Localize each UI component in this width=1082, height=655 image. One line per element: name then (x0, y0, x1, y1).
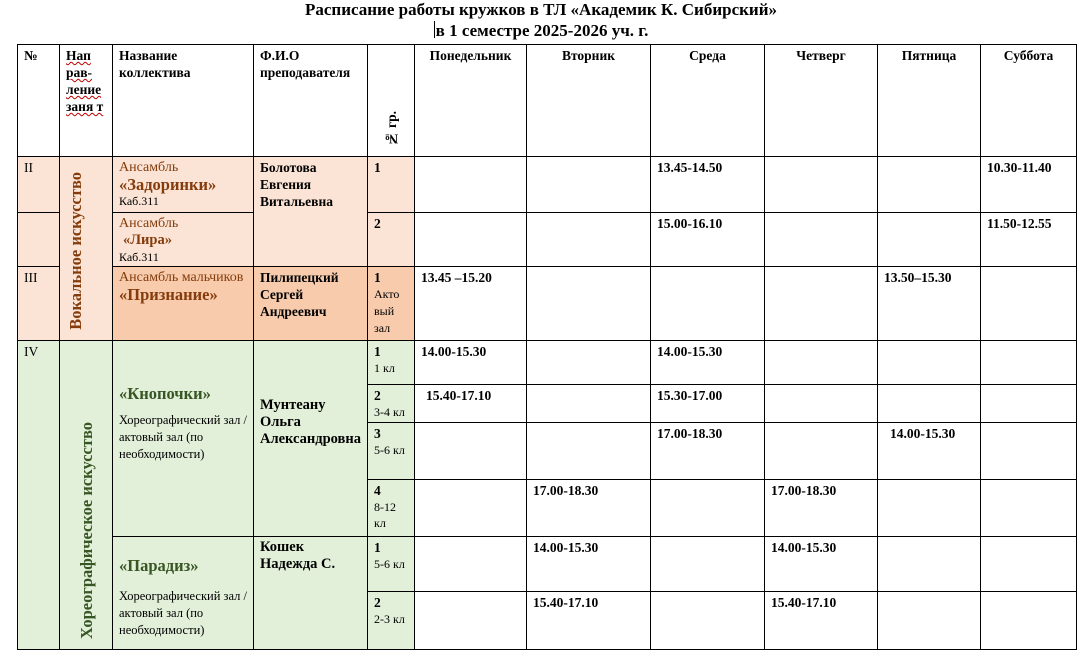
group-number: 4 (374, 483, 381, 498)
direction-choreo (60, 341, 113, 650)
time-cell (981, 423, 1077, 480)
group-number: 3 (374, 426, 381, 441)
row-number: IV (18, 341, 60, 650)
time-cell (878, 213, 981, 267)
group-class: 1 кл (374, 361, 395, 375)
time-cell: 15.40-17.10 (765, 592, 878, 650)
time-cell: 15.00-16.10 (651, 213, 765, 267)
time-cell: 13.45 –15.20 (415, 267, 527, 341)
time-cell (527, 157, 651, 213)
time-cell: 14.00-15.30 (651, 341, 765, 385)
time-cell: 14.00-15.30 (415, 341, 527, 385)
row-number: II (18, 157, 60, 213)
time-cell (878, 341, 981, 385)
teacher-cell: Кошек Надежда С. (254, 537, 368, 650)
time-cell (651, 267, 765, 341)
collective-room: Каб.311 (119, 250, 159, 264)
table-row (18, 157, 1077, 213)
teacher-cell: Мунтеану Ольга Александровна (254, 341, 368, 537)
collective-room: Хореографический зал / актовый зал (по необходимости) (119, 589, 247, 637)
group-number: 1 (374, 344, 381, 359)
table-row (18, 267, 1077, 341)
direction-choreo-text: Хореографическое искусство (76, 421, 96, 639)
time-cell (415, 423, 527, 480)
header-wed: Среда (651, 45, 765, 157)
collective-prefix: Ансамбль (119, 216, 179, 231)
text-cursor (434, 21, 435, 38)
time-cell: 17.00-18.30 (527, 480, 651, 537)
table-row (18, 537, 1077, 592)
time-cell (878, 385, 981, 423)
header-thu: Четверг (765, 45, 878, 157)
header-teacher: Ф.И.О преподавателя (254, 45, 368, 157)
time-cell (527, 213, 651, 267)
collective-cell (113, 267, 254, 341)
time-cell (765, 157, 878, 213)
time-cell (981, 385, 1077, 423)
group-cell (368, 537, 415, 592)
time-cell: 10.30-11.40 (981, 157, 1077, 213)
group-cell (368, 480, 415, 537)
time-cell: 14.00-15.30 (527, 537, 651, 592)
time-cell (527, 267, 651, 341)
group-class: 5-6 кл (374, 443, 405, 457)
time-cell (651, 592, 765, 650)
collective-prefix: Ансамбль мальчиков (119, 270, 244, 285)
header-sat: Суббота (981, 45, 1077, 157)
group-number: 1 (374, 540, 381, 555)
time-cell (415, 157, 527, 213)
time-cell: 11.50-12.55 (981, 213, 1077, 267)
time-cell (878, 157, 981, 213)
group-number: 2 (374, 595, 381, 610)
group-number: 1 (374, 270, 381, 285)
time-cell (527, 385, 651, 423)
header-row (18, 45, 1077, 157)
time-cell (878, 480, 981, 537)
header-direction-text: Нап рав- ление заня т (66, 48, 104, 114)
collective-name: «Задоринки» (119, 175, 217, 194)
group-cell (368, 385, 415, 423)
schedule-subtitle (0, 21, 1082, 41)
group-location: Акто вый зал (374, 287, 400, 335)
group-cell (368, 592, 415, 650)
group-number: 2 (374, 388, 381, 403)
time-cell (651, 537, 765, 592)
table-row (18, 213, 1077, 267)
group-class: 8-12 кл (374, 500, 396, 530)
header-fri: Пятница (878, 45, 981, 157)
time-cell (415, 480, 527, 537)
group-cell (368, 267, 415, 341)
time-cell: 15.30-17.00 (651, 385, 765, 423)
time-cell (878, 592, 981, 650)
header-mon: Понедельник (415, 45, 527, 157)
collective-cell (113, 157, 254, 213)
time-cell (651, 480, 765, 537)
collective-cell (113, 213, 254, 267)
time-cell: 13.50–15.30 (878, 267, 981, 341)
collective-name: «Кнопочки» (119, 384, 211, 403)
header-group-text: № гр. (383, 110, 399, 146)
group-class: 2-3 кл (374, 612, 405, 626)
time-cell: 14.00-15.30 (765, 537, 878, 592)
collective-name: «Признание» (119, 285, 218, 304)
header-direction (60, 45, 113, 157)
row-number: III (18, 267, 60, 341)
direction-vocal (60, 157, 113, 341)
time-cell (527, 341, 651, 385)
time-cell: 15.40-17.10 (415, 385, 527, 423)
schedule-table (17, 44, 1077, 650)
time-cell (981, 480, 1077, 537)
time-cell (765, 423, 878, 480)
collective-cell (113, 341, 254, 537)
time-cell (878, 537, 981, 592)
time-cell (415, 592, 527, 650)
collective-room: Каб.311 (119, 194, 159, 208)
schedule-title: Расписание работы кружков в ТЛ «Академик К. Сибирский» (304, 0, 778, 19)
time-cell: 17.00-18.30 (765, 480, 878, 537)
teacher-cell: Пилипецкий Сергей Андреевич (254, 267, 368, 341)
table-row (18, 341, 1077, 385)
time-cell (765, 267, 878, 341)
group-cell: 1 (368, 157, 415, 213)
collective-prefix: Ансамбль (119, 160, 179, 175)
time-cell (765, 213, 878, 267)
time-cell (981, 592, 1077, 650)
time-cell (981, 537, 1077, 592)
time-cell (415, 213, 527, 267)
time-cell: 17.00-18.30 (651, 423, 765, 480)
header-group-num (368, 45, 415, 157)
group-cell: 2 (368, 213, 415, 267)
group-class: 5-6 кл (374, 557, 405, 571)
collective-name: «Лира» (123, 232, 172, 248)
time-cell (765, 341, 878, 385)
header-collective: Название коллектива (113, 45, 254, 157)
row-number (18, 213, 60, 267)
time-cell (981, 341, 1077, 385)
teacher-cell: Болотова Евгения Витальевна (254, 157, 368, 267)
direction-vocal-text: Вокальное искусство (66, 172, 85, 330)
time-cell (981, 267, 1077, 341)
collective-room: Хореографический зал / актовый зал (по необходимости) (119, 413, 247, 461)
header-tue: Вторник (527, 45, 651, 157)
group-cell (368, 341, 415, 385)
time-cell (415, 537, 527, 592)
time-cell: 13.45-14.50 (651, 157, 765, 213)
group-cell (368, 423, 415, 480)
subtitle-text: в 1 семестре 2025-2026 уч. г. (435, 21, 649, 40)
time-cell: 15.40-17.10 (527, 592, 651, 650)
collective-cell (113, 537, 254, 650)
group-class: 3-4 кл (374, 405, 405, 419)
header-num: № (18, 45, 60, 157)
time-cell (527, 423, 651, 480)
time-cell: 14.00-15.30 (878, 423, 981, 480)
collective-name: «Парадиз» (119, 556, 199, 575)
time-cell (765, 385, 878, 423)
